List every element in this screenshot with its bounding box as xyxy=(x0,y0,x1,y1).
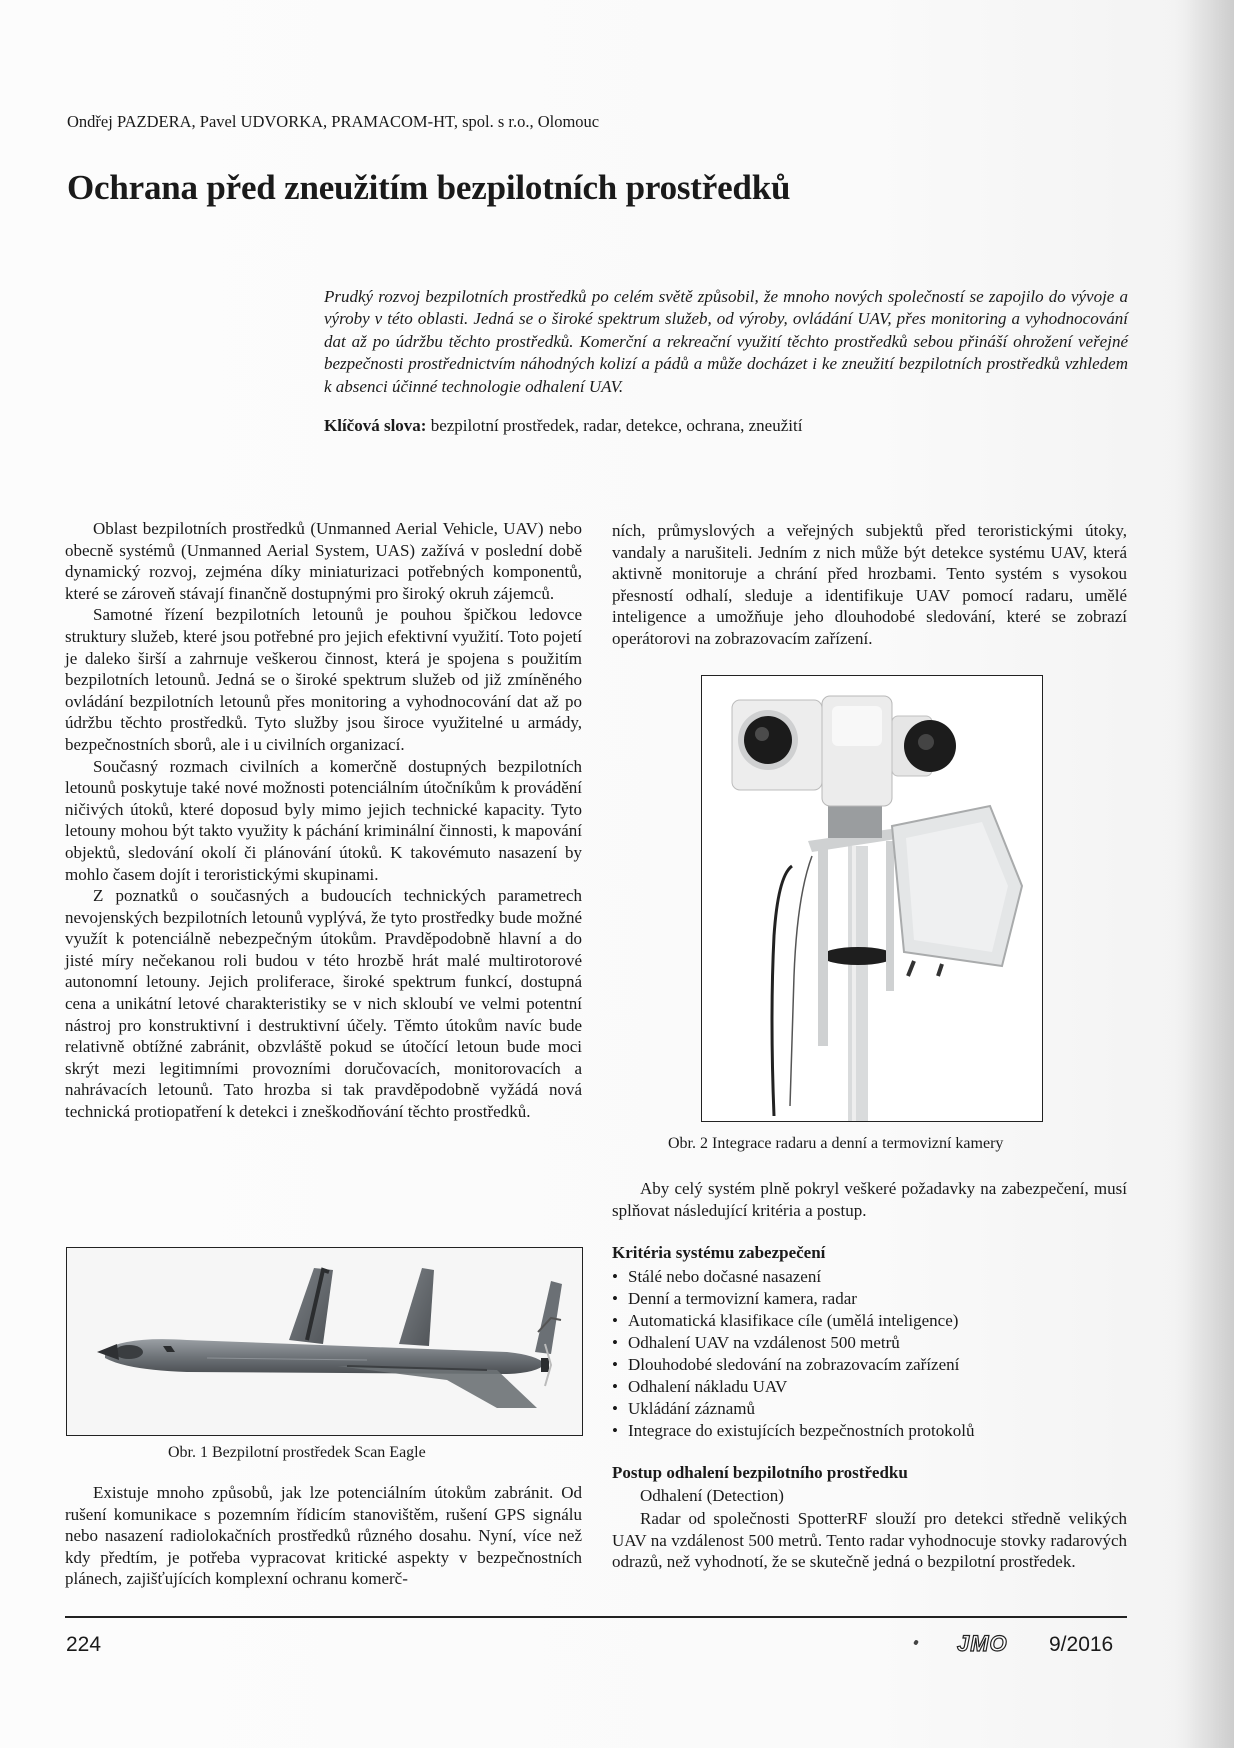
body-paragraph: Existuje mnoho způsobů, jak lze potenciálním útokům zabránit. Od rušení komunikace s pozemním řídicím stanovištěm, rušení GPS signálu nebo nasazení radiolokačních prostředků různého dosahu. Nyní, více než kdy předtím, je potřeba vypracovat kritické aspekty v bezpečnostních plánech, zajišťujících komplexní ochranu komerč- xyxy=(65,1483,582,1589)
journal-logo: JMO xyxy=(957,1631,1008,1656)
procedure-heading: Postup odhalení bezpilotního prostředku xyxy=(612,1463,908,1482)
radar-camera-image xyxy=(702,676,1042,1121)
page-edge-shadow xyxy=(1174,0,1234,1748)
body-paragraph: Z poznatků o současných a budoucích technických parametrech nevojenských bezpilotních letounů vyplývá, že tyto prostředky bude možné využít k potenciálně nebezpečným útokům. Pravděpodobně hlavní a do jisté míry nečekanou roli budou v této hrozbě hrát malé multirotorové autonomní letouny. Jejich proliferace, široké spektrum funkcí, dostupná cena a unikátní letové charakteristiky se v nich skloubí ve velmi potentní nástroj pro konstruktivní i destruktivní účely. Těmto útokům navíc bude relativně obtížné zabránit, obzvláště pokud se útočící letoun bude moci skrýt mezi legitimními provozními doručovacích, monitorovacích a nahrávacích letounů. Tato hrozba si tak pravděpodobně vyžádá nová technická protiopatření k detekci i zneškodňování těchto prostředků. xyxy=(65,886,582,1122)
list-item: • Odhalení UAV na vzdálenost 500 metrů xyxy=(612,1332,975,1354)
abstract: Prudký rozvoj bezpilotních prostředků po celém světě způsobil, že mnoho nových společností se zapojilo do vývoje a výroby v této oblasti. Jedná se o široké spektrum služeb, od výroby, ovládání UAV, přes monitoring a vyhodnocování dat až po údržbu těchto prostředků. Komerční a rekreační využití těchto prostředků sebou přináší ohrožení veřejné bezpečnosti prostřednictvím náhodných kolizí a pádů a může docházet i ke zneužití bezpilotních prostředků vzhledem k absenci účinné technologie odhalení UAV. xyxy=(324,287,1128,396)
procedure-subheading: Odhalení (Detection) xyxy=(640,1486,784,1505)
list-item: • Integrace do existujících bezpečnostních protokolů xyxy=(612,1420,975,1442)
left-column xyxy=(65,518,582,1123)
body-paragraph: Samotné řízení bezpilotních letounů je pouhou špičkou ledovce struktury služeb, které jsou potřebné pro jejich efektivní využití. Toto pojetí je daleko širší a zahrnuje veškerou činnost, která je spojena s použitím bezpilotních letounů. Jedná se o široké spektrum služeb od již zmíněného ovládání bezpilotních letounů přes monitoring a vyhodnocování dat až po údržbu těchto prostředků. Tyto služby jsou široce využitelné u armády, bezpečnostních sborů, ale i u civilních organizací. xyxy=(65,605,582,754)
keywords-text: bezpilotní prostředek, radar, detekce, ochrana, zneužití xyxy=(426,416,803,435)
figure-2-caption: Obr. 2 Integrace radaru a denní a termovizní kamery xyxy=(668,1135,1004,1152)
footer-rule xyxy=(65,1616,1127,1618)
list-item: • Stálé nebo dočasné nasazení xyxy=(612,1266,975,1288)
list-item: • Automatická klasifikace cíle (umělá inteligence) xyxy=(612,1310,975,1332)
list-item: • Dlouhodobé sledování na zobrazovacím zařízení xyxy=(612,1354,975,1376)
figure-1-scan-eagle xyxy=(66,1247,583,1436)
right-column xyxy=(612,520,1127,650)
body-paragraph: Současný rozmach civilních a komerčně dostupných bezpilotních letounů poskytuje také nové možnosti potenciálním útočníkům k provádění ničivých útoků, které doposud byly mimo jejich technické kapacity. Tyto letouny mohou být takto využity k páchání kriminální činnosti, k mapování objektů, sledování okolí či plánování útoků. K takovémuto nasazení by mohlo časem dojít i teroristickými skupinami. xyxy=(65,756,582,884)
keywords-label: Klíčová slova: xyxy=(324,416,427,435)
figure-2-radar-camera xyxy=(701,675,1043,1122)
article-title: Ochrana před zneužitím bezpilotních prostředků xyxy=(67,168,791,207)
body-paragraph: Oblast bezpilotních prostředků (Unmanned Aerial Vehicle, UAV) nebo obecně systémů (Unmanned Aerial System, UAS) zažívá v poslední době dynamický rozvoj, zejména díky miniaturizaci potřebných komponentů, které se zároveň stávají finančně dostupnými pro široký okruh zájemců. xyxy=(65,519,582,603)
issue-number: 9/2016 xyxy=(1049,1633,1114,1656)
print-mark xyxy=(913,1639,919,1645)
criteria-heading: Kritéria systému zabezpečení xyxy=(612,1243,826,1262)
page-number: 224 xyxy=(66,1633,102,1656)
authors-line: Ondřej PAZDERA, Pavel UDVORKA, PRAMACOM-HT, spol. s r.o., Olomouc xyxy=(67,112,600,131)
scan-eagle-drone-image xyxy=(67,1248,582,1435)
body-paragraph: Aby celý systém plně pokryl veškeré požadavky na zabezpečení, musí splňovat následující kritéria a postup. xyxy=(612,1179,1127,1220)
body-paragraph: ních, průmyslových a veřejných subjektů před teroristickými útoky, vandaly a narušiteli. Jedním z nich může být detekce systému UAV, která aktivně monitoruje a chrání před hrozbami. Tento systém s vysokou přesností odhalí, sleduje a identifikuje UAV pomocí radaru, umělé inteligence a umožňuje jeho dlouhodobé sledování, které se zobrazí operátorovi na zobrazovacím zařízení. xyxy=(612,521,1127,648)
keywords xyxy=(324,416,802,436)
list-item: • Denní a termovizní kamera, radar xyxy=(612,1288,975,1310)
figure-1-caption: Obr. 1 Bezpilotní prostředek Scan Eagle xyxy=(168,1444,426,1461)
list-item: • Ukládání záznamů xyxy=(612,1398,975,1420)
criteria-list xyxy=(612,1266,975,1442)
procedure-paragraph: Radar od společnosti SpotterRF slouží pro detekci středně velikých UAV na vzdálenost 500 metrů. Tento radar vyhodnocuje stovky radarových odrazů, než vyhodnotí, že se skutečně jedná o bezpilotní prostředek. xyxy=(612,1509,1127,1572)
list-item: • Odhalení nákladu UAV xyxy=(612,1376,975,1398)
